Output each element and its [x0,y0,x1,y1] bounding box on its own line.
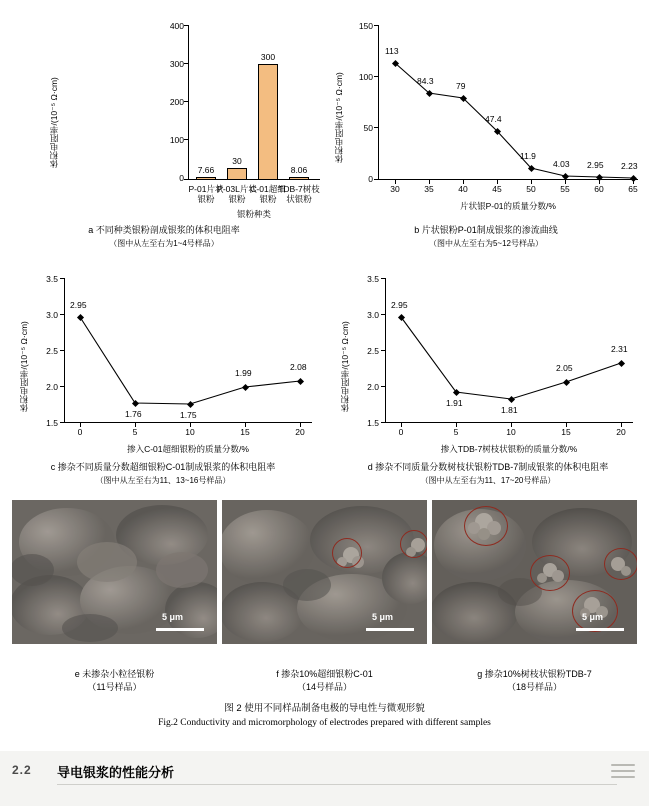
highlight-circle [464,506,508,546]
chart-c-point-label: 2.95 [70,300,87,310]
chart-d-y-tick: 2.0 [367,382,379,392]
chart-d-point-label: 2.31 [611,344,628,354]
chart-a-y-axis-title: 体积电阻率/(10⁻⁵ Ω·cm) [49,77,59,168]
chart-b-point-label: 4.03 [553,159,570,169]
chart-b-x-tick: 50 [526,184,536,194]
chart-a-bar [289,177,309,180]
caption-f-line2: （14号样品） [296,682,352,692]
chart-a-y-tick: 300 [169,59,184,69]
chart-a-bar [227,168,247,180]
caption-d-line2: （图中从左至右为11、17~20号样品） [420,476,556,485]
caption-c-line2: （图中从左至右为11、13~16号样品） [95,476,231,485]
chart-c-y-tick: 1.5 [46,418,58,428]
caption-g [432,668,637,694]
chart-c-point-label: 1.75 [180,410,197,420]
chart-b-point-label: 2.95 [587,160,604,170]
chart-b-point-label: 11.9 [520,151,536,161]
scale-bar [156,628,204,631]
chart-d-x-axis-title: 掺入TDB-7树枝状银粉的质量分数/% [440,444,578,454]
caption-g-line2: （18号样品） [506,682,562,692]
chart-d-x-tick: 0 [398,427,404,437]
scale-bar-label: 5 μm [372,612,394,622]
chart-a-bar [196,177,216,180]
chart-a-x-tick: C-01超细 银粉 [250,184,286,204]
chart-c-x-tick: 20 [295,427,305,437]
caption-f [222,668,427,694]
chart-b-y-tick: 100 [358,72,373,82]
chart-d-y-tick: 1.5 [367,418,379,428]
caption-b-line2: （图中从左至右为5~12号样品） [428,239,544,248]
caption-d-line1: d 掺杂不同质量分数树枝状银粉TDB-7制成银浆的体积电阻率 [367,462,609,472]
caption-e-line1: e 未掺杂小粒径银粉 [74,669,155,679]
highlight-circle [400,530,427,558]
figure-caption [0,702,649,730]
chart-b-x-tick: 30 [390,184,400,194]
chart-d-x-tick: 15 [561,427,571,437]
chart-b-x-tick: 45 [492,184,502,194]
sem-image-e [12,500,217,644]
caption-f-line1: f 掺杂10%超细银粉C-01 [276,669,373,679]
chart-d-point-label: 2.95 [391,300,408,310]
caption-g-line1: g 掺杂10%树枝状银粉TDB-7 [477,669,592,679]
figure-caption-en: Fig.2 Conductivity and micromorphology of electrodes prepared with different samples [158,718,491,728]
chart-d-y-tick: 3.5 [367,274,379,284]
caption-b [330,224,642,250]
chart-c-point-label: 1.99 [235,368,252,378]
caption-a-line2: （图中从左至右为1~4号样品） [109,239,219,248]
chart-c [0,262,325,477]
caption-c-line1: c 掺杂不同质量分数超细银粉C-01制成银浆的体积电阻率 [50,462,276,472]
caption-b-line1: b 片状银粉P-01制成银浆的渗流曲线 [414,225,558,235]
chart-b [325,8,649,238]
chart-c-y-tick: 2.5 [46,346,58,356]
chart-b-x-axis-title: 片状银P-01的质量分数/% [460,201,556,211]
caption-c [2,461,324,487]
chart-d-y-tick: 2.5 [367,346,379,356]
chart-d-x-tick: 5 [453,427,459,437]
chart-c-y-tick: 3.5 [46,274,58,284]
chart-c-point-label: 1.76 [125,409,142,419]
chart-a-y-tick: 100 [169,135,184,145]
figure-caption-cn: 图 2 使用不同样品制备电极的导电性与微观形貌 [224,703,425,714]
chart-b-point-label: 84.3 [417,76,434,86]
chart-a-bar-label: 7.66 [197,165,215,175]
caption-e-line2: （11号样品） [87,682,142,692]
caption-a-line1: a 不同种类银粉剖成银浆的体积电阻率 [88,225,240,235]
chart-d-y-tick: 3.0 [367,310,379,320]
chart-b-y-tick: 150 [358,21,373,31]
chart-c-x-tick: 15 [240,427,250,437]
chart-b-y-tick: 50 [363,123,373,133]
scale-bar-label: 5 μm [582,612,604,622]
chart-a-y-tick: 0 [179,173,184,183]
chart-c-x-tick: 0 [77,427,83,437]
section-title: 导电银浆的性能分析 [57,765,175,780]
highlight-circle [530,555,570,591]
chart-a-x-tick: P-03L片状 银粉 [217,184,257,204]
chart-c-x-tick: 10 [185,427,195,437]
scale-bar [366,628,414,631]
chart-c-point-label: 2.08 [290,362,307,372]
chart-d-point-label: 2.05 [556,363,573,373]
chart-d-point-label: 1.81 [501,405,518,415]
chart-a-bar-label: 300 [260,52,276,62]
menu-icon[interactable] [611,764,635,782]
caption-a [8,224,320,250]
chart-d [325,262,649,477]
chart-b-point-label: 79 [456,81,466,91]
chart-a [0,8,325,238]
chart-c-y-tick: 3.0 [46,310,58,320]
section-divider [57,784,617,785]
chart-a-bar [258,64,278,180]
chart-a-y-tick: 400 [169,21,184,31]
chart-b-point-label: 113 [385,46,399,56]
chart-a-bar-label: 30 [232,156,242,166]
chart-c-y-axis-title: 体积电阻率/(10⁻⁵ Ω·cm) [19,321,29,412]
chart-d-y-axis-title: 体积电阻率/(10⁻⁵ Ω·cm) [340,321,350,412]
chart-b-x-tick: 60 [594,184,604,194]
chart-b-point-label: 2.23 [621,161,638,171]
section-number: 2.2 [12,763,32,777]
sem-image-f [222,500,427,644]
chart-c-y-tick: 2.0 [46,382,58,392]
chart-b-x-tick: 65 [628,184,638,194]
chart-a-x-axis-title: 银粉种类 [236,209,271,219]
highlight-circle [572,590,618,632]
chart-b-x-tick: 40 [458,184,468,194]
chart-b-x-tick: 35 [424,184,434,194]
sem-image-g [432,500,637,644]
chart-b-x-tick: 55 [560,184,570,194]
scale-bar [576,628,624,631]
chart-c-x-tick: 5 [132,427,138,437]
chart-d-point-label: 1.91 [446,398,463,408]
chart-b-point-label: 47.4 [485,114,502,124]
chart-b-y-axis-title: 体积电阻率/(10⁻⁵ Ω·cm) [334,72,344,163]
caption-d [327,461,649,487]
highlight-circle [604,548,637,580]
chart-a-y-tick: 200 [169,97,184,107]
chart-c-x-axis-title: 掺入C-01超细银粉的质量分数/% [127,444,249,454]
caption-e [12,668,217,694]
chart-a-x-tick: P-01片状 银粉 [188,184,224,204]
chart-b-y-tick: 0 [368,174,373,184]
scale-bar-label: 5 μm [162,612,184,622]
chart-a-x-tick: TDB-7树枝 状银粉 [278,184,320,204]
chart-d-x-tick: 10 [506,427,516,437]
chart-d-x-tick: 20 [616,427,626,437]
highlight-circle [332,538,362,568]
chart-a-bar-label: 8.06 [290,165,308,175]
